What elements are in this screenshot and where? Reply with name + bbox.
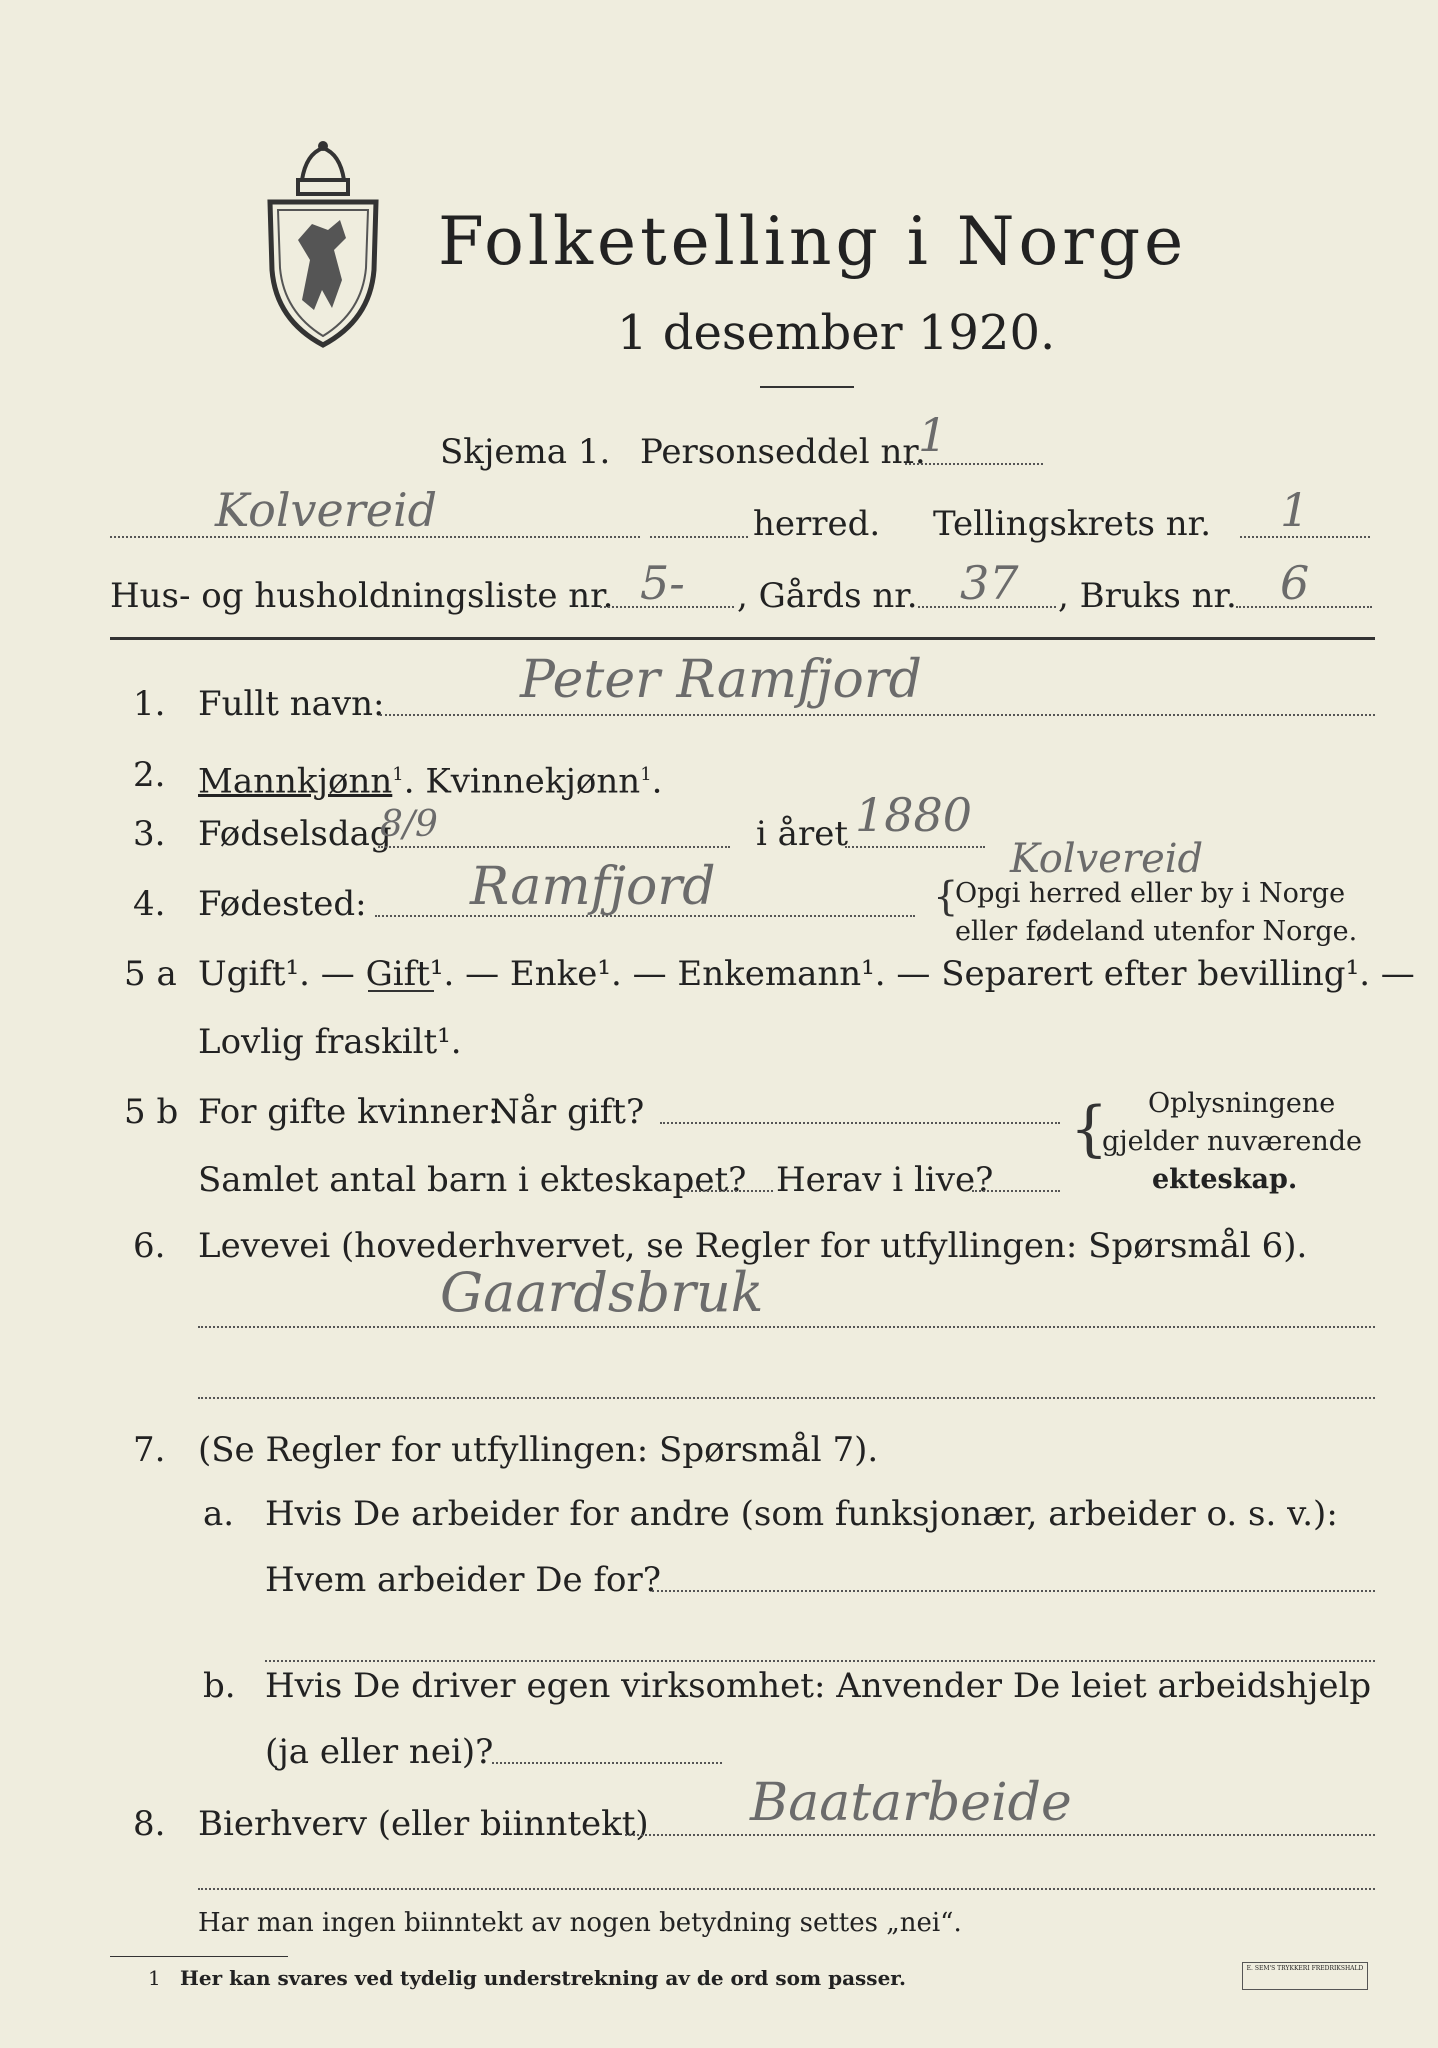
footnote-mark: 1 bbox=[148, 1966, 161, 1990]
q2-number: 2. bbox=[133, 755, 166, 795]
title-divider bbox=[760, 386, 854, 388]
q5b-note-line1: Oplysningene bbox=[1148, 1088, 1336, 1119]
q5b-note-line2: gjelder nuværende bbox=[1102, 1126, 1362, 1157]
q4-number: 4. bbox=[133, 884, 166, 924]
q5b-number: 5 b bbox=[124, 1092, 179, 1132]
q4-label: Fødested: bbox=[198, 884, 367, 924]
q7b-question: (ja eller nei)? bbox=[265, 1732, 494, 1772]
personseddel-value: 1 bbox=[918, 408, 948, 462]
q7a-question: Hvem arbeider De for? bbox=[265, 1560, 661, 1600]
q5a-marital-options-line2: Lovlig fraskilt¹. bbox=[198, 1022, 462, 1062]
personseddel-label: Personseddel nr. bbox=[640, 432, 926, 472]
q3-year-value: 1880 bbox=[855, 788, 973, 842]
q3-day-value: 8/9 bbox=[380, 804, 438, 845]
norwegian-coat-of-arms-icon bbox=[262, 140, 384, 350]
header-divider bbox=[110, 637, 1375, 640]
q4-birthplace-value: Ramfjord bbox=[470, 857, 716, 917]
herred-value: Kolvereid bbox=[215, 483, 438, 537]
household-label: Hus- og husholdningsliste nr. bbox=[110, 576, 614, 616]
tellingskrets-value: 1 bbox=[1280, 483, 1310, 537]
q5a-number: 5 a bbox=[124, 954, 177, 994]
footnote-text: Her kan svares ved tydelig understrekning av de ord som passer. bbox=[180, 1966, 906, 1990]
bruks-label: , Bruks nr. bbox=[1058, 576, 1237, 616]
q4-birthplace-municipality-value: Kolvereid bbox=[1010, 836, 1204, 882]
q5a-gift-underline bbox=[368, 990, 434, 992]
q5a-marital-options: Ugift¹. — Gift¹. — Enke¹. — Enkemann¹. — Separert efter bevilling¹. — bbox=[198, 954, 1415, 994]
tellingskrets-label: Tellingskrets nr. bbox=[933, 504, 1212, 544]
q8-number: 8. bbox=[133, 1804, 166, 1844]
gards-label: , Gårds nr. bbox=[737, 576, 918, 616]
q5b-label3: Samlet antal barn i ekteskapet? bbox=[198, 1160, 747, 1200]
q4-note-line1: Opgi herred eller by i Norge bbox=[955, 878, 1346, 909]
q5b-note-line3: ekteskap. bbox=[1152, 1164, 1298, 1195]
herred-label: herred. bbox=[753, 504, 881, 544]
q4-note-line2: eller fødeland utenfor Norge. bbox=[955, 916, 1358, 947]
census-form-page: Folketelling i Norge 1 desember 1920. Skjema 1. Personseddel nr. 1 Kolvereid herred. Tellingskrets nr. 1 Hus- og husholdningsliste nr. 5- , Gårds nr. 37 , Bruks nr. 6 1. Fullt navn: Peter Ramfjord 2. Mannkjønn$^1$. Kvinnekjønn$^1$. 3. Fødselsdag 8/9 i året 1880 4. Fødested: Ramfjord Kolvereid { Opgi herred eller by i Norge eller fødeland utenfor Norge. 5 a Ugift¹. — Gift¹. — Enke¹. — Enkemann¹. — Separert efter bevilling¹. — Lovlig fraskilt¹. 5 b For gifte kvinner: Når gift? Samlet antal barn i ekteskapet? Herav i live? { Oplysningene gjelder nuværende ekteskap. 6. Levevei (hovederhvervet, se Regler for utfyllingen: Spørsmål 6). Gaardsbruk 7. (Se Regler for utfyllingen: Spørsmål 7). a. Hvis De arbeider for andre (som funksjonær, arbeider o. s. v.): Hvem arbeider De for? b. Hvis De driver egen virksomhet: Anvender De leiet arbeidshjelp (ja eller nei)? 8. Bierhverv (eller biinntekt) Baatarbeide Har man ingen biinntekt av nogen betydning settes „nei“. 1 Her kan svares ved tydelig understrekning av de ord som passer. E. SEM'S TRYKKERI FREDRIKSHALD bbox=[0, 0, 1438, 2048]
q8-side-income-value: Baatarbeide bbox=[750, 1773, 1072, 1833]
form-title: Folketelling i Norge bbox=[438, 203, 1188, 280]
q6-label: Levevei (hovederhvervet, se Regler for utfyllingen: Spørsmål 6). bbox=[198, 1226, 1308, 1266]
q2-mann-option: Mannkjønn bbox=[198, 761, 393, 802]
bruks-value: 6 bbox=[1280, 556, 1310, 610]
q7b-number: b. bbox=[203, 1666, 236, 1706]
gards-value: 37 bbox=[960, 556, 1019, 610]
q8-label: Bierhverv (eller biinntekt) bbox=[198, 1804, 649, 1844]
form-date: 1 desember 1920. bbox=[617, 305, 1056, 361]
q7-label: (Se Regler for utfyllingen: Spørsmål 7). bbox=[198, 1430, 879, 1470]
schema-label: Skjema 1. bbox=[440, 432, 611, 472]
q5b-label4: Herav i live? bbox=[776, 1160, 994, 1200]
q7a-number: a. bbox=[203, 1494, 235, 1534]
q6-number: 6. bbox=[133, 1226, 166, 1266]
printer-stamp: E. SEM'S TRYKKERI FREDRIKSHALD bbox=[1242, 1962, 1368, 1990]
q5b-label1: For gifte kvinner: bbox=[198, 1092, 500, 1132]
q1-number: 1. bbox=[133, 684, 166, 724]
q1-label: Fullt navn: bbox=[198, 684, 385, 724]
q7a-text: Hvis De arbeider for andre (som funksjonær, arbeider o. s. v.): bbox=[265, 1494, 1338, 1534]
q3-label: Fødselsdag bbox=[198, 814, 392, 854]
q2-kvinne-option: Kvinnekjønn bbox=[425, 761, 641, 802]
q3-year-label: i året bbox=[756, 814, 848, 854]
q7b-text: Hvis De driver egen virksomhet: Anvender De leiet arbeidshjelp bbox=[265, 1666, 1372, 1706]
q6-occupation-value: Gaardsbruk bbox=[440, 1261, 764, 1324]
q5b-label2: Når gift? bbox=[490, 1092, 645, 1132]
q2-gender-options: Mannkjønn$^1$. Kvinnekjønn$^1$. bbox=[198, 761, 663, 802]
q3-number: 3. bbox=[133, 814, 166, 854]
q1-full-name-value: Peter Ramfjord bbox=[520, 650, 922, 710]
household-value: 5- bbox=[640, 556, 685, 610]
q7-number: 7. bbox=[133, 1430, 166, 1470]
footer-note: Har man ingen biinntekt av nogen betydning settes „nei“. bbox=[198, 1908, 962, 1938]
